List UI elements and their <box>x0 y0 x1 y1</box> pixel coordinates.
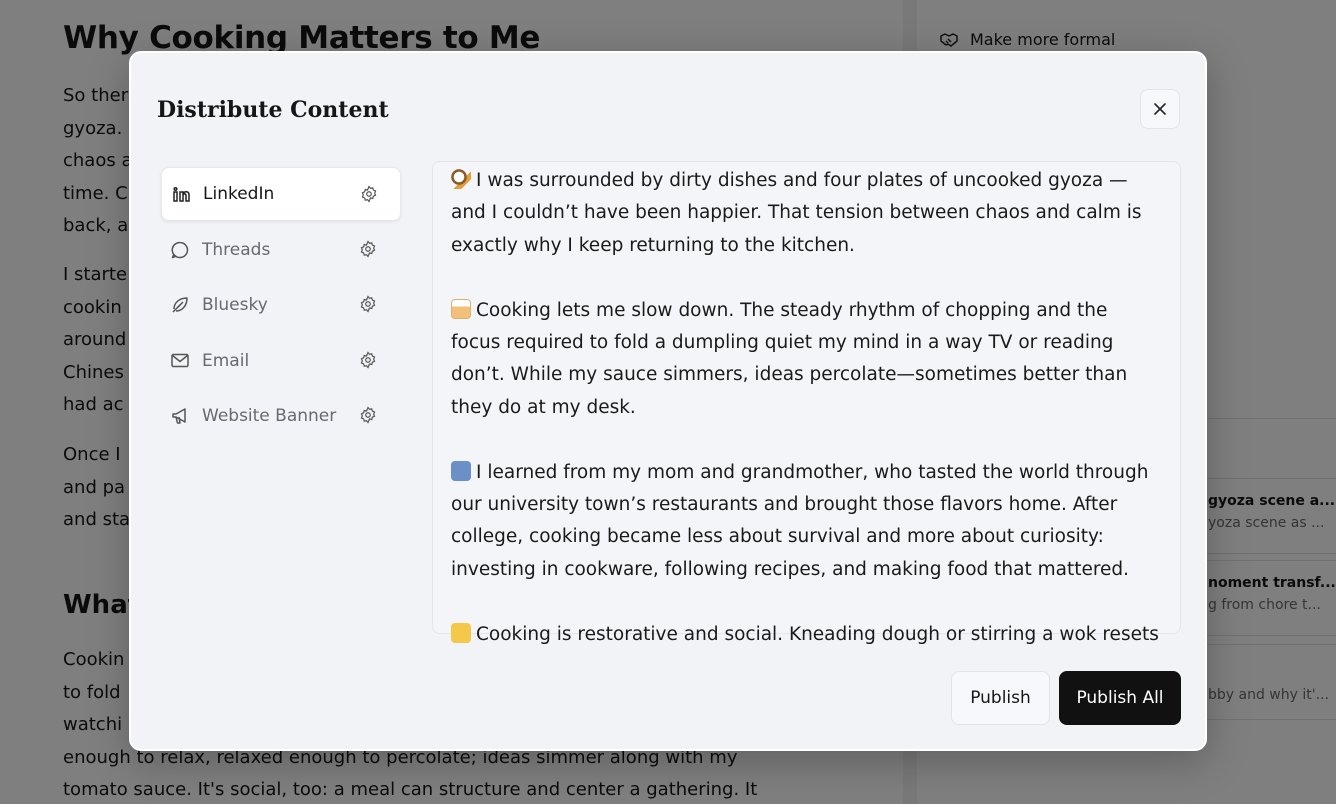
channel-item-linkedin[interactable] <box>161 167 401 221</box>
megaphone-icon <box>171 407 189 425</box>
close-button[interactable] <box>1140 89 1180 129</box>
gear-icon[interactable] <box>360 185 378 203</box>
channel-label: Website Banner <box>202 406 337 426</box>
publish-all-button[interactable]: Publish All <box>1059 671 1181 725</box>
dialog-title: Distribute Content <box>157 97 389 123</box>
channel-label: Threads <box>202 239 271 260</box>
content-paragraph: I learned from my mom and grandmother, who tasted the world through our university town’s restaurants and brought those flavors home. After college, cooking became less about survival and more about curiosity: investing in cookware, following recipes, and making food that mattered. <box>451 461 1149 580</box>
close-icon <box>1154 103 1166 115</box>
family-emoji <box>451 461 471 481</box>
channel-label: LinkedIn <box>203 184 275 204</box>
threads-icon <box>171 241 189 259</box>
gear-icon[interactable] <box>359 295 377 313</box>
content-paragraph: Cooking lets me slow down. The steady rhythm of chopping and the focus required to fold a dumpling quiet my mind in a way TV or reading don’t. While my sauce simmers, ideas percolate—sometimes better than they do at my desk. <box>451 299 1128 418</box>
hands-emoji <box>451 623 471 643</box>
gear-icon[interactable] <box>359 240 377 258</box>
linkedin-icon <box>172 185 190 203</box>
content-paragraph: I was surrounded by dirty dishes and four plates of uncooked gyoza — and I couldn’t have been happier. That tension between chaos and calm is exactly why I keep returning to the kitchen. <box>451 170 1142 256</box>
gear-icon[interactable] <box>359 351 377 369</box>
distribute-content-dialog <box>129 51 1207 751</box>
publish-button[interactable]: Publish <box>951 671 1050 725</box>
channel-item-website-banner[interactable] <box>161 389 401 443</box>
channel-item-threads[interactable] <box>161 223 401 277</box>
channel-label: Bluesky <box>202 295 268 315</box>
content-preview[interactable] <box>432 161 1181 645</box>
channel-list <box>161 167 401 445</box>
channel-item-email[interactable] <box>161 334 401 388</box>
chef-emoji <box>451 299 471 319</box>
gear-icon[interactable] <box>359 406 377 424</box>
channel-item-bluesky[interactable] <box>161 278 401 332</box>
mail-icon <box>171 352 189 370</box>
bluesky-icon <box>171 296 189 314</box>
channel-label: Email <box>202 350 250 371</box>
magnifier-emoji <box>451 169 471 189</box>
content-paragraph: Cooking is restorative and social. Kneading dough or stirring a wok resets <box>451 619 1162 651</box>
